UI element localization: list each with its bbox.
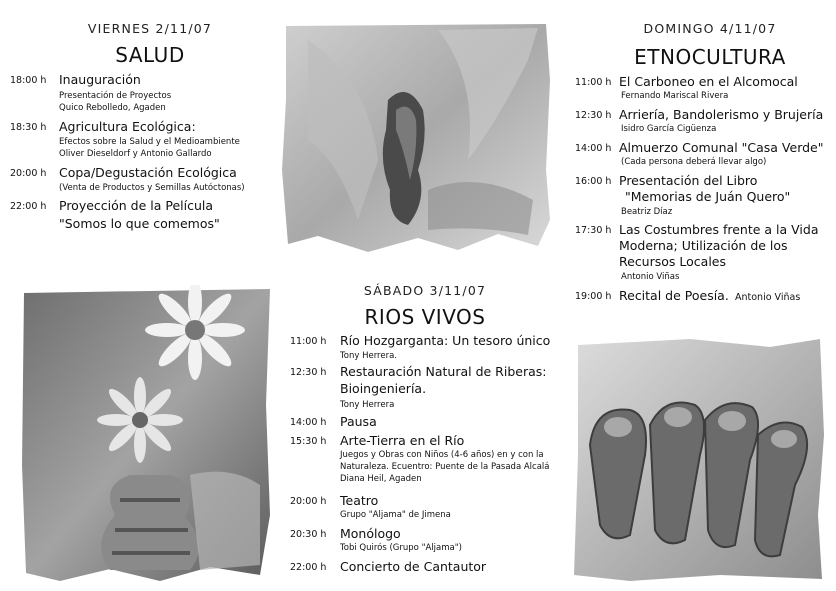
event-title-cont: Moderna; Utilización de los: [619, 238, 788, 253]
event-time: 15:30 h: [290, 436, 327, 447]
event-title: Concierto de Cantautor: [340, 559, 487, 574]
event-detail: Naturaleza. Ecuentro: Puente de la Pasada Alcalá: [340, 462, 550, 472]
sunday-panel: [565, 0, 836, 320]
event-detail: Tobi Quirós (Grupo "Aljama"): [340, 543, 462, 553]
event-title: Restauración Natural de Riberas:: [340, 364, 547, 379]
event-title: Recital de Poesía.: [619, 288, 729, 303]
event-title: Monólogo: [340, 526, 401, 541]
event-title: Pausa: [340, 414, 377, 429]
event-title: Río Hozgarganta: Un tesoro único: [340, 333, 551, 348]
flowers-vase-photo: [20, 285, 274, 585]
event-detail: Beatriz Díaz: [621, 207, 673, 217]
event-detail: Quico Rebolledo, Agaden: [59, 103, 166, 113]
event-title: Copa/Degustación Ecológica: [59, 165, 237, 180]
event-detail: Isidro García Cigüenza: [621, 124, 717, 134]
event-title: Las Costumbres frente a la Vida: [619, 222, 819, 237]
sunday-day: DOMINGO 4/11/07: [643, 21, 777, 36]
friday-theme: SALUD: [115, 43, 185, 67]
event-time: 22:00 h: [10, 201, 47, 212]
event-title: Presentación del Libro: [619, 173, 758, 188]
event-title: Agricultura Ecológica:: [59, 119, 196, 134]
event-time: 14:00 h: [290, 417, 327, 428]
event-detail: Antonio Viñas: [621, 272, 680, 282]
tree-photo: [278, 20, 554, 254]
saturday-day: SÁBADO 3/11/07: [363, 283, 487, 298]
event-time: 20:00 h: [10, 168, 47, 179]
event-time: 20:00 h: [290, 496, 327, 507]
event-title: Teatro: [340, 493, 379, 508]
event-detail: Oliver Dieseldorf y Antonio Gallardo: [59, 149, 212, 159]
event-detail: Efectos sobre la Salud y el Medioambiente: [59, 137, 240, 147]
event-detail: (Venta de Productos y Semillas Autóctonas): [59, 183, 245, 193]
event-time: 12:30 h: [575, 110, 612, 121]
hands-photo: [570, 335, 828, 585]
friday-panel: [0, 0, 280, 250]
event-title: Proyección de la Película: [59, 198, 214, 213]
event-title: Arriería, Bandolerismo y Brujería: [619, 107, 824, 122]
friday-day: VIERNES 2/11/07: [87, 21, 213, 36]
event-time: 11:00 h: [290, 336, 327, 347]
event-time: 12:30 h: [290, 367, 327, 378]
event-time: 19:00 h: [575, 291, 612, 302]
event-time: 17:30 h: [575, 225, 612, 236]
saturday-theme: RIOS VIVOS: [364, 305, 486, 329]
event-detail: Diana Heil, Agaden: [340, 474, 422, 484]
event-detail: Tony Herrera: [340, 400, 395, 410]
event-detail: Juegos y Obras con Niños (4-6 años) en y con la: [340, 450, 544, 460]
event-detail: Antonio Viñas: [735, 292, 801, 303]
event-title-cont: Recursos Locales: [619, 254, 726, 269]
event-detail: Presentación de Proyectos: [59, 91, 172, 101]
event-time: 14:00 h: [575, 143, 612, 154]
event-title: Inauguración: [59, 72, 141, 87]
event-time: 16:00 h: [575, 176, 612, 187]
event-time: 22:00 h: [290, 562, 327, 573]
event-time: 18:30 h: [10, 122, 47, 133]
event-time: 11:00 h: [575, 77, 612, 88]
event-detail: Fernando Mariscal Rivera: [621, 91, 729, 101]
sunday-theme: ETNOCULTURA: [634, 45, 786, 69]
event-time: 18:00 h: [10, 75, 47, 86]
event-title: Arte-Tierra en el Río: [340, 433, 465, 448]
event-title-cont: "Somos lo que comemos": [59, 216, 220, 231]
event-title-cont: Bioingeniería.: [340, 381, 427, 396]
event-time: 20:30 h: [290, 529, 327, 540]
saturday-panel: [280, 270, 570, 590]
event-title-cont: "Memorias de Juán Quero": [625, 189, 791, 204]
event-detail: (Cada persona deberá llevar algo): [621, 157, 767, 167]
event-title: Almuerzo Comunal "Casa Verde": [619, 140, 824, 155]
event-title: El Carboneo en el Alcomocal: [619, 74, 798, 89]
event-detail: Grupo "Aljama" de Jimena: [340, 510, 451, 520]
event-detail: Tony Herrera.: [340, 351, 397, 361]
